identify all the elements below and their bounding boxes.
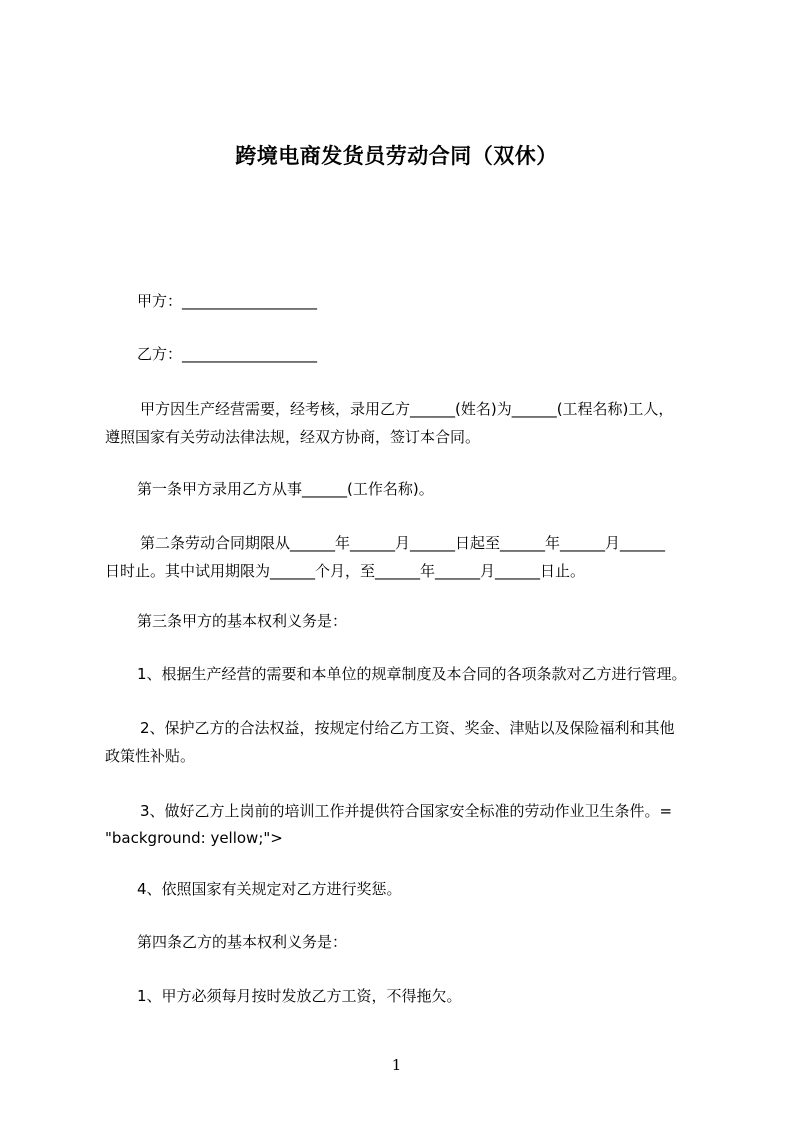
article-3-item-4: 4、依照国家有关规定对乙方进行奖惩。 (137, 880, 402, 898)
article-2-line2: 日时止。其中试用期限为______个月，至______年______月______日止。 (105, 562, 586, 580)
party-b-line: 乙方：__________________ (137, 345, 318, 363)
article-3-item-3-line2: "background: yellow;"> (105, 829, 283, 847)
article-3-item-1: 1、根据生产经营的需要和本单位的规章制度及本合同的各项条款对乙方进行管理。 (137, 665, 687, 683)
article-2-line1: 第二条劳动合同期限从______年______月______日起至______年______月______ (140, 534, 666, 552)
article-3-item-2-line1: 2、保护乙方的合法权益，按规定付给乙方工资、奖金、津贴以及保险福利和其他 (140, 719, 675, 737)
article-3-item-3-line1: 3、做好乙方上岗前的培训工作并提供符合国家安全标准的劳动作业卫生条件。= (140, 802, 673, 820)
article-3-item-2-line2: 政策性补贴。 (105, 747, 196, 765)
party-a-line: 甲方：__________________ (137, 292, 318, 310)
document-title: 跨境电商发货员劳动合同（双休） (235, 144, 558, 168)
article-3-heading: 第三条甲方的基本权利义务是： (137, 612, 348, 630)
intro-paragraph-line2: 遵照国家有关劳动法律法规，经双方协商，签订本合同。 (105, 428, 481, 446)
article-4-heading: 第四条乙方的基本权利义务是： (137, 933, 348, 951)
article-1: 第一条甲方录用乙方从事______(工作名称)。 (137, 480, 434, 498)
article-4-item-1: 1、甲方必须每月按时发放乙方工资，不得拖欠。 (137, 987, 462, 1005)
page-number: 1 (391, 1056, 402, 1074)
intro-paragraph-line1: 甲方因生产经营需要，经考核，录用乙方______(姓名)为______(工程名称)工人， (140, 400, 674, 418)
